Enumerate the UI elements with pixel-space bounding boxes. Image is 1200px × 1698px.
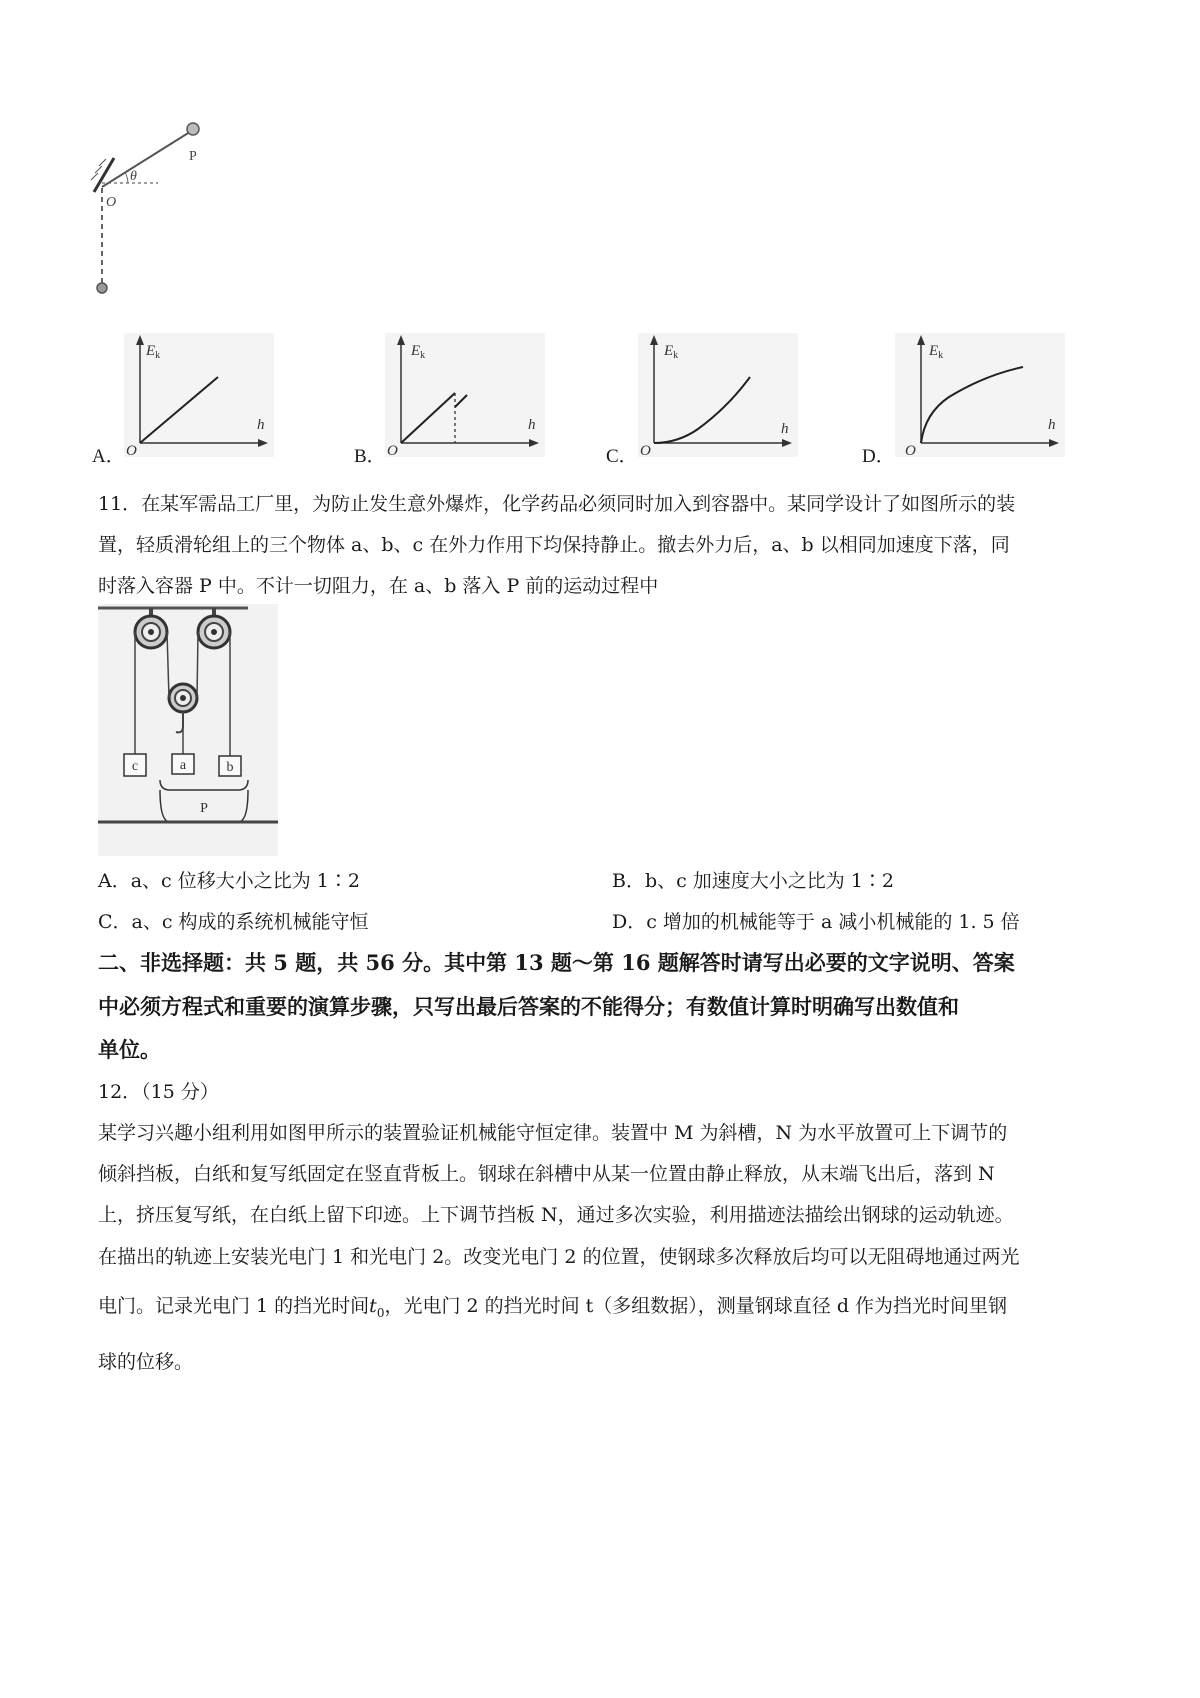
q12-line-2: 倾斜挡板，白纸和复写纸固定在竖直背板上。钢球在斜槽中从某一位置由静止释放，从末端飞出后，落到 N (98, 1163, 995, 1185)
graph-c-origin: O (640, 443, 651, 457)
q11-option-c: C．a、c 构成的系统机械能守恒 (98, 911, 369, 933)
q12-line-1: 某学习兴趣小组利用如图甲所示的装置验证机械能守恒定律。装置中 M 为斜槽，N 为水平放置可上下调节的 (98, 1122, 1008, 1144)
graph-b-curve-2 (455, 395, 467, 407)
q12-t0-main: t (369, 1295, 377, 1317)
q11-line-1: 11．在某军需品工厂里，为防止发生意外爆炸，化学药品必须同时加入到容器中。某同学设计了如图所示的装 (98, 493, 1016, 515)
graph-b-xlabel: h (528, 417, 536, 433)
q12-line-4: 在描出的轨迹上安装光电门 1 和光电门 2。改变光电门 2 的位置，使钢球多次释放后均可以无阻碍地通过两光 (98, 1246, 1020, 1268)
pendulum-figure (88, 118, 228, 303)
hatch-3 (99, 159, 106, 166)
graph-a-y-arrow (136, 335, 144, 345)
graph-c-y-arrow (650, 335, 658, 345)
pulley-right-hub (211, 629, 217, 635)
pulley-left-hub (148, 629, 154, 635)
graph-d-curve (921, 367, 1023, 443)
graph-d (895, 333, 1065, 457)
graph-d-y-arrow (917, 335, 925, 345)
section2-line-1: 二、非选择题：共 5 题，共 56 分。其中第 13 题～第 16 题解答时请写出必要的文字说明、答案 (98, 950, 1015, 975)
section2-line-2: 中必须方程式和重要的演算步骤，只写出最后答案的不能得分；有数值计算时明确写出数值和 (98, 994, 959, 1019)
svg-text:Ek (928, 343, 943, 361)
label-theta: θ (130, 169, 137, 184)
q12-line-3: 上，挤压复写纸，在白纸上留下印迹。上下调节挡板 N，通过多次实验，利用描迹法描绘出钢球的运动轨迹。 (98, 1204, 1014, 1226)
graph-d-origin: O (905, 443, 916, 457)
q12-line-5 (98, 1294, 1007, 1325)
q12-t0-sub: 0 (376, 1305, 385, 1320)
pulley-figure-bg (98, 604, 278, 856)
container-p-label: P (200, 801, 208, 816)
box-b-label: b (226, 760, 234, 775)
graph-option-a-label: A． (92, 446, 125, 467)
svg-text:Ek (145, 343, 160, 361)
graph-a-curve (140, 377, 218, 443)
hatch-2 (95, 166, 102, 173)
q11-option-b: B．b、c 加速度大小之比为 1∶2 (612, 870, 895, 892)
graph-a (124, 333, 274, 457)
graph-option-d-label: D． (862, 446, 895, 467)
graph-c-ylabel: E (664, 343, 674, 359)
q11-line-3: 时落入容器 P 中。不计一切阻力，在 a、b 落入 P 前的运动过程中 (98, 575, 659, 597)
hatch-1 (91, 173, 98, 180)
pulley-movable-hub (180, 695, 186, 701)
graph-c-x-arrow (782, 439, 792, 447)
section2-line-3: 单位。 (98, 1037, 161, 1062)
graph-c-curve (654, 377, 750, 443)
graph-c-xlabel: h (781, 421, 789, 437)
graph-a-ysub: k (155, 350, 161, 361)
graph-a-xlabel: h (257, 417, 265, 433)
angle-arc (125, 172, 128, 183)
graph-d-x-arrow (1049, 439, 1059, 447)
rope-right-inner (197, 632, 198, 698)
svg-text:Ek (663, 343, 678, 361)
graph-b-origin: O (387, 443, 398, 457)
q11-option-d: D．c 增加的机械能等于 a 减小机械能的 1. 5 倍 (612, 911, 1020, 933)
graph-option-c-label: C． (606, 446, 638, 467)
box-a-label: a (179, 758, 187, 773)
ball-lower (97, 283, 107, 293)
graph-b (385, 333, 545, 457)
graph-c (638, 333, 798, 457)
graph-b-y-arrow (397, 335, 405, 345)
graph-b-ysub: k (420, 350, 426, 361)
graph-option-b-label: B． (354, 446, 386, 467)
graph-d-xlabel: h (1048, 417, 1056, 433)
q11-line-2: 置，轻质滑轮组上的三个物体 a、b、c 在外力作用下均保持静止。撤去外力后，a、b 以相同加速度下落，同 (98, 534, 1010, 556)
graph-c-ysub: k (673, 350, 679, 361)
graph-a-x-arrow (258, 439, 268, 447)
q12-t0 (369, 1295, 385, 1320)
q11-option-a: A．a、c 位移大小之比为 1∶2 (98, 870, 360, 892)
graph-b-curve-1 (401, 393, 455, 443)
q12-title: 12．（15 分） (98, 1081, 219, 1103)
q12-line-5b: ，光电门 2 的挡光时间 t（多组数据），测量钢球直径 d 作为挡光时间里钢 (384, 1295, 1008, 1317)
label-o: O (106, 195, 117, 210)
q12-line-5a: 电门。记录光电门 1 的挡光时间 (98, 1295, 370, 1317)
graph-b-ylabel: E (411, 343, 421, 359)
label-p: P (189, 149, 197, 164)
box-c-label: c (131, 759, 139, 774)
pulley-figure (98, 604, 278, 856)
graph-b-x-arrow (529, 439, 539, 447)
graph-a-ylabel: E (146, 343, 156, 359)
svg-text:Ek (410, 343, 425, 361)
q12-line-6: 球的位移。 (98, 1351, 194, 1373)
graph-d-ysub: k (938, 350, 944, 361)
ball-p (187, 123, 199, 135)
graph-d-ylabel: E (929, 343, 939, 359)
rod-op (102, 130, 193, 187)
graph-a-origin: O (126, 443, 137, 457)
